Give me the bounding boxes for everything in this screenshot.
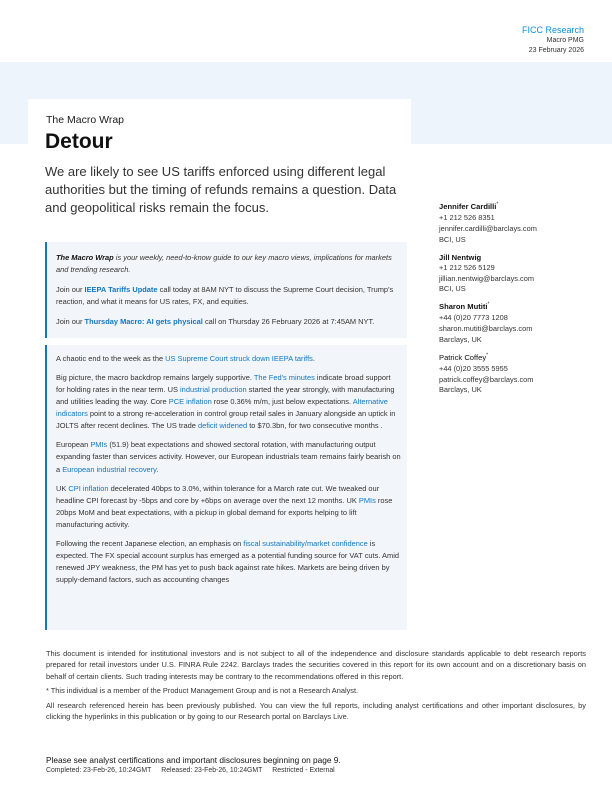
deficit-widened-link[interactable]: deficit widened [197,421,248,431]
disclaimer-paragraph: All research referenced herein has been previously published. You can view the full reports, including analyst certifications and other important disclosures, by clicking the hyperlinks in this publication or by going to our Research portal on Barclays Live. [46,700,586,722]
header-meta [522,24,584,55]
text-span: decelerated 40bps to 3.0%, within tolerance for a March rate cut. We tweaked our headline CPI forecast by -5bps and core by +6bps on average over the next 12 months. UK [56,483,380,505]
restriction-label: Restricted - External [272,767,335,774]
text-span: started the year strongly, with manufacturing and utilities leading the way. Core [56,385,395,407]
thursday-macro-link[interactable]: Thursday Macro: AI gets physical [84,317,203,327]
pce-inflation-link[interactable]: PCE inflation [168,397,212,407]
text-span: Big picture, the macro backdrop remains largely supportive. [56,373,254,383]
author-entity: Barclays, UK [439,385,482,395]
supreme-court-link[interactable]: US Supreme Court struck down IEEPA tariffs [165,354,313,363]
disclaimer-pmg-note: * This individual is a member of the Product Management Group and is not a Research Analyst. [46,686,359,696]
intro-call-1 [56,284,401,308]
uk-pmis-link[interactable]: PMIs [358,495,376,505]
completed-stamp: Completed: 23-Feb-26, 10:24GMT [46,767,152,774]
text-span: point to a strong re-acceleration in control group retail sales in January alongside an uptick in JOLTS after recent declines. The US trade [56,409,396,431]
footer [46,767,343,774]
text-span: UK [56,483,69,493]
author-phone: +44 (0)20 7773 1208 [439,313,508,323]
intro-paragraph [56,252,401,276]
text-span: call on Thursday 26 February 2026 at 7:45AM NYT. [202,317,375,327]
text-span: . [156,464,159,474]
author-phone: +1 212 526 8351 [439,212,495,222]
text-span: . [312,354,315,363]
intro-box [45,242,407,338]
author-card: Patrick Coffey* +44 (0)20 3555 5955 patrick.coffey@barclays.com Barclays, UK [439,352,599,397]
european-pmis-link[interactable]: PMIs [90,440,108,450]
text-span: European [56,440,91,450]
author-phone: +44 (0)20 3555 5955 [439,363,508,373]
text-span: call today at 8AM NYT to discuss the Supreme Court decision, Trump's reaction, and what it means for US rates, FX, and equities. [56,285,394,307]
body-paragraph [56,483,401,531]
industrial-production-link[interactable]: industrial production [180,385,247,395]
author-card: Jennifer Cardilli* +1 212 526 8351 jennifer.cardilli@barclays.com BCI, US [439,201,599,246]
author-card: Sharon Mutiti* +44 (0)20 7773 1208 sharon.mutiti@barclays.com Barclays, UK [439,301,599,346]
alternative-indicators-link[interactable]: Alternative indicators [56,397,388,419]
author-email[interactable]: patrick.coffey@barclays.com [439,374,534,384]
text-span: Join our [56,317,85,327]
uk-cpi-link[interactable]: CPI inflation [68,483,109,493]
author-phone: +1 212 526 5129 [439,262,495,272]
author-name: Patrick Coffey [439,352,487,362]
author-entity: BCI, US [439,284,466,294]
fiscal-sustainability-link[interactable]: fiscal sustainability/market confidence [243,538,368,548]
author-email[interactable]: jennifer.cardilli@barclays.com [439,223,537,233]
body-box [45,345,407,630]
division-label: FICC Research [521,25,584,35]
text-span: to $70.3bn, for two consecutive months . [247,421,383,431]
text-span: rose 0.36% m/m, just below expectations. [211,397,353,407]
body-paragraph [56,538,401,586]
text-span: is expected. The FX special account surplus has emerged as a potential funding source for VAT cuts. Amid renewed JPY weakness, the PM has yet to push back against rate hikes. Markets are being driven by supply-demand factors, such as accounting changes [56,538,400,584]
author-entity: Barclays, UK [439,334,482,344]
report-date: 23 February 2026 [528,46,584,54]
text-span: (51.9) beat expectations and showed sectoral rotation, with manufacturing output expanding faster than services activity. However, our European industrials team remains fairly bearish on a [56,440,401,474]
author-card [439,252,599,296]
body-paragraph [56,372,401,432]
author-entity: BCI, US [439,234,466,244]
fed-minutes-link[interactable]: The Fed's minutes [253,373,315,383]
body-paragraph [56,353,401,365]
intro-series-name: The Macro Wrap [56,253,114,262]
intro-text: is your weekly, need-to-know guide to our key macro views, implications for markets and trending research. [56,253,392,275]
text-span: indicate broad support for holding rates in the near term. US [56,373,391,395]
tariffs-update-link[interactable]: IEEPA Tariffs Update [84,285,158,295]
text-span: Following the recent Japanese election, an emphasis on [56,538,244,548]
author-name: Jill Nentwig [439,252,482,262]
intro-call-2 [56,316,401,328]
author-name: Sharon Mutiti [439,302,488,312]
european-industrial-recovery-link[interactable]: European industrial recovery [62,464,157,474]
text-span: A chaotic end to the week as the [56,354,166,363]
released-stamp: Released: 23-Feb-26, 10:24GMT [161,767,263,774]
body-paragraph [56,439,401,475]
text-span: Join our [56,285,85,295]
report-title: Detour [45,130,113,153]
disclaimer-paragraph: This document is intended for institutional investors and is not subject to all of the independence and disclosure standards applicable to debt research reports prepared for retail investors under U.S. FINRA Rule 2242. Barclays trades the securities covered in this report for its own account and on a discretionary basis on behalf of certain clients. Such trading interests may be contrary to the recommendations offered in this report. [46,649,586,681]
report-summary: We are likely to see US tariffs enforced using different legal authorities but the timing of refunds remains a question. Data and geopolitical risks remain the focus. [45,164,397,216]
author-list [439,201,599,402]
certifications-note: Please see analyst certifications and important disclosures beginning on page 9. [46,755,341,765]
text-span: rose 20bps MoM and beat expectations, with a pickup in global demand for exports helping to lift manufacturing activity. [56,495,393,529]
series-kicker: The Macro Wrap [46,114,124,126]
author-email[interactable]: jillian.nentwig@barclays.com [439,273,534,283]
author-name: Jennifer Cardilli [439,202,497,211]
author-email[interactable]: sharon.mutiti@barclays.com [439,324,533,334]
group-label: Macro PMG [546,37,584,45]
disclaimer [46,648,586,726]
